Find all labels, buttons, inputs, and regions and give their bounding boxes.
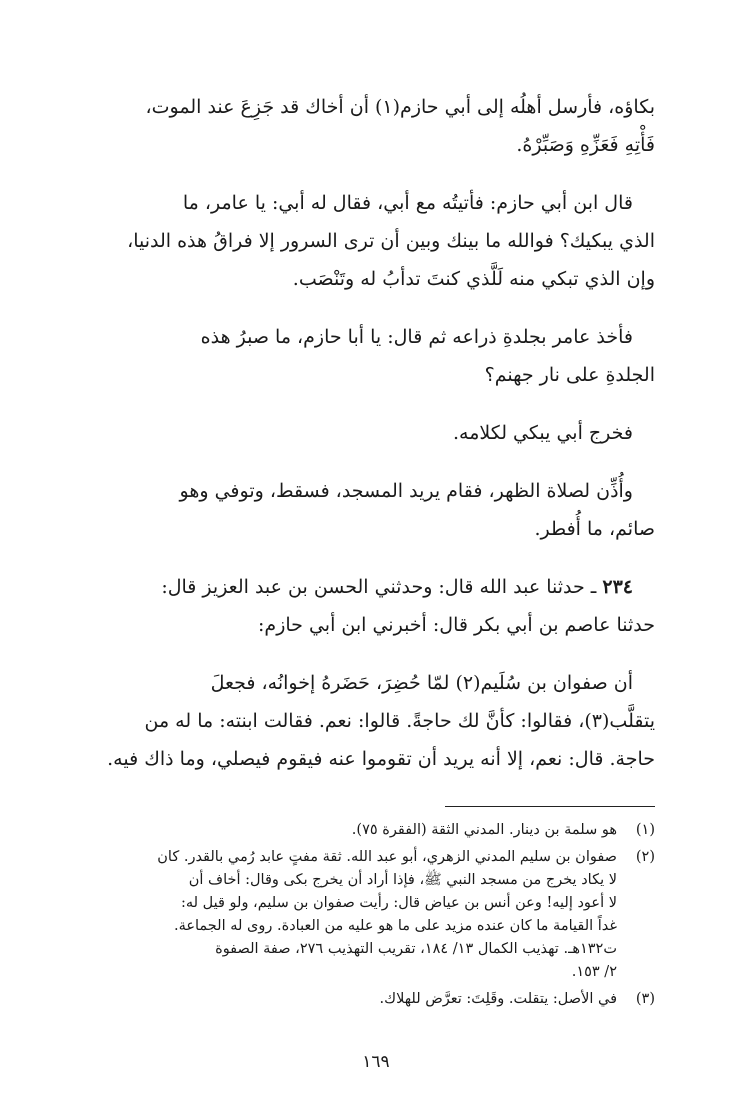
footnote-text	[95, 988, 617, 1011]
text-line: وأُذِّن لصلاة الظهر، فقام يريد المسجد، فسقط، وتوفي وهو	[179, 480, 633, 502]
text-line: فَأْتِهِ فَعَزِّهِ وَصَبِّرْهُ.	[516, 134, 655, 156]
text-line: غداً القيامة ما كان عنده مزيد على ما هو عليه من العبادة. روى له الجماعة.	[173, 918, 617, 934]
text-line: ت١٣٢هـ. تهذيب الكمال ١٣/ ١٨٤، تقريب التهذيب ٢٧٦، صفة الصفوة	[215, 941, 617, 957]
paragraph-2	[95, 184, 655, 298]
text-line: لا يكاد يخرج من مسجد النبي ﷺ، فإذا أراد أن يخرج بكى وقال: أخاف أن	[188, 872, 617, 888]
text-line: صفوان بن سليم المدني الزهري، أبو عبد الله. ثقة مفتٍ عابد رُمي بالقدر. كان	[157, 849, 617, 865]
footnote-text	[95, 819, 617, 842]
page-number: ١٦٩	[362, 1052, 390, 1072]
book-page	[95, 88, 655, 1015]
text-line: لا أعود إليه! وعن أنس بن عياض قال: رأيت صفوان بن سليم، ولو قيل له:	[180, 895, 617, 911]
paragraph-3	[95, 318, 655, 394]
text-line: حدثنا عاصم بن أبي بكر قال: أخبرني ابن أبي حازم:	[258, 614, 655, 636]
text-line: حاجة. قال: نعم، إلا أنه يريد أن تقوموا عنه فيقوم فيصلي، وما ذاك فيه.	[107, 748, 655, 770]
hadith-234-chain	[95, 568, 655, 644]
text-line: فخرج أبي يبكي لكلامه.	[453, 422, 633, 444]
text-line: في الأصل: يتقلت. وقَلِتَ: تعرَّض للهلاك.	[379, 991, 617, 1007]
paragraph-5	[95, 472, 655, 548]
text-line: هو سلمة بن دينار. المدني الثقة (الفقرة ٧٥).	[351, 822, 617, 838]
text-line: أن صفوان بن سُلَيم(٢) لمّا حُضِرَ، حَضَرهُ إخوانُه، فجعلَ	[210, 672, 633, 694]
text-line: صائم، ما أُفطر.	[534, 518, 655, 540]
text-line: بكاؤه، فأرسل أهلُه إلى أبي حازم(١) أن أخاك قد جَزِعَ عند الموت،	[145, 96, 655, 118]
hadith-chain-text: ـ حدثنا عبد الله قال: وحدثني الحسن بن عبد العزيز قال:	[161, 576, 603, 598]
text-line: يتقلَّب(٣)، فقالوا: كأنَّ لك حاجةً. قالوا: نعم. فقالت ابنته: ما له من	[144, 710, 655, 732]
paragraph-4	[95, 414, 655, 452]
text-line	[95, 568, 655, 606]
text-line: ٢/ ١٥٣.	[571, 964, 617, 980]
footnote-3	[95, 988, 655, 1011]
footnote-number: (٢)	[635, 849, 655, 865]
hadith-number: ٢٣٤	[602, 576, 633, 598]
text-line: الجلدةِ على نار جهنم؟	[484, 364, 655, 386]
final-paragraph	[95, 664, 655, 778]
text-line: فأخذ عامر بجلدةِ ذراعه ثم قال: يا أبا حازم، ما صبرُ هذه	[200, 326, 633, 348]
footnote-number: (١)	[635, 822, 655, 838]
footnote-number: (٣)	[635, 991, 655, 1007]
footnote-2	[95, 846, 655, 984]
text-line: قال ابن أبي حازم: فأتيتُه مع أبي، فقال له أبي: يا عامر، ما	[182, 192, 633, 214]
footnote-1	[95, 819, 655, 842]
footnote-text	[95, 846, 617, 984]
text-line: الذي يبكيك؟ فوالله ما بينك وبين أن ترى السرور إلا فراقُ هذه الدنيا،	[127, 230, 655, 252]
text-line: وإن الذي تبكي منه لَلَّذي كنتَ تدأبُ له وتَنْصَب.	[292, 268, 655, 290]
paragraph-1	[95, 88, 655, 164]
footnote-divider	[445, 806, 655, 807]
